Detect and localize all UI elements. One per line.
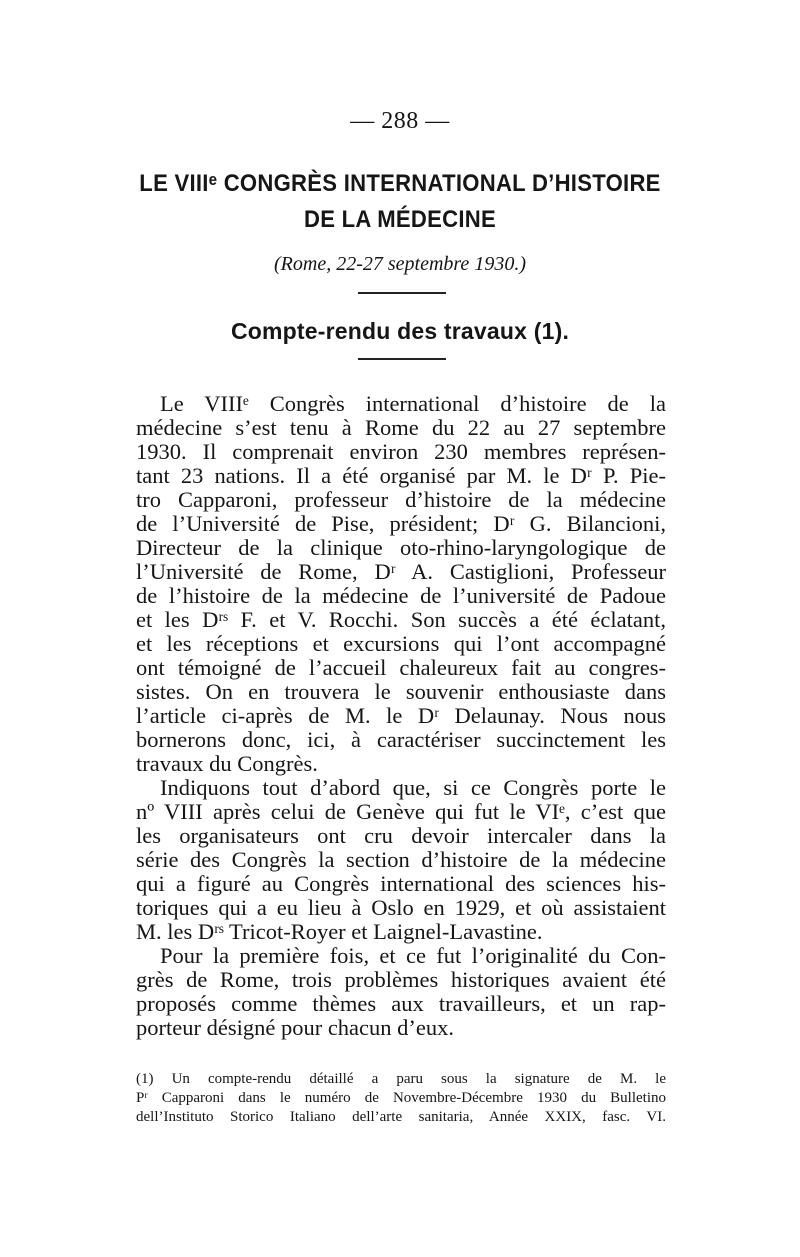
body-line: ont témoigné de l’accueil chaleureux fait au congres- xyxy=(136,655,666,680)
body-line: qui a figuré au Congrès international des sciences his- xyxy=(136,871,666,896)
article-title-line-1: LE VIIIᵉ CONGRÈS INTERNATIONAL D’HISTOIRE xyxy=(139,170,661,197)
body-line: et les Dʳˢ F. et V. Rocchi. Son succès a été éclatant, xyxy=(136,607,666,632)
body-line: les organisateurs ont cru devoir intercaler dans la xyxy=(136,823,666,848)
body-line: Directeur de la clinique oto-rhino-laryngologique de xyxy=(136,535,666,560)
body-line: toriques qui a eu lieu à Oslo en 1929, et où assistaient xyxy=(136,895,666,920)
body-line: travaux du Congrès. xyxy=(136,751,318,776)
body-line: de l’Université de Pise, président; Dʳ G. Bilancioni, xyxy=(136,511,666,536)
footnote-line: (1) Un compte-rendu détaillé a paru sous la signature de M. le xyxy=(136,1071,666,1087)
body-line: l’Université de Rome, Dʳ A. Castiglioni, Professeur xyxy=(136,559,666,584)
body-line: médecine s’est tenu à Rome du 22 au 27 septembre xyxy=(136,415,666,440)
body-line: nº VIII après celui de Genève qui fut le VIᵉ, c’est que xyxy=(136,799,666,824)
body-line: de l’histoire de la médecine de l’université de Padoue xyxy=(136,583,666,608)
footnote-line: Pʳ Capparoni dans le numéro de Novembre-Décembre 1930 du Bulletino xyxy=(136,1090,666,1106)
divider-top xyxy=(358,292,446,294)
body-line: Indiquons tout d’abord que, si ce Congrès porte le xyxy=(160,775,666,800)
body-line: et les réceptions et excursions qui l’ont accompagné xyxy=(136,631,666,656)
body-line: Le VIIIᵉ Congrès international d’histoire de la xyxy=(160,391,666,416)
article-title-line-2: DE LA MÉDECINE xyxy=(304,206,496,233)
body-line: 1930. Il comprenait environ 230 membres représen- xyxy=(136,439,666,464)
body-line: tant 23 nations. Il a été organisé par M. le Dʳ P. Pie- xyxy=(136,463,666,488)
body-line: bornerons donc, ici, à caractériser succinctement les xyxy=(136,727,666,752)
body-line: l’article ci-après de M. le Dʳ Delaunay. Nous nous xyxy=(136,703,666,728)
page-number: — 288 — xyxy=(350,108,450,134)
section-title: Compte-rendu des travaux (1). xyxy=(230,318,570,344)
body-line: proposés comme thèmes aux travailleurs, et un rap- xyxy=(136,991,666,1016)
article-subtitle xyxy=(0,253,800,276)
body-line: porteur désigné pour chacun d’eux. xyxy=(136,1015,455,1040)
body-line: M. les Dʳˢ Tricot-Royer et Laignel-Lavastine. xyxy=(136,919,543,944)
body-line: sistes. On en trouvera le souvenir enthousiaste dans xyxy=(136,679,666,704)
subtitle-text: (Rome, 22-27 septembre 1930.) xyxy=(274,253,526,275)
footnote-line: dell’Instituto Storico Italiano dell’arte sanitaria, Année XXIX, fasc. VI. xyxy=(136,1109,666,1125)
body-line: Pour la première fois, et ce fut l’originalité du Con- xyxy=(160,943,666,968)
body-line: grès de Rome, trois problèmes historiques avaient été xyxy=(136,967,666,992)
body-line: série des Congrès la section d’histoire de la médecine xyxy=(136,847,666,872)
body-line: tro Capparoni, professeur d’histoire de la médecine xyxy=(136,487,666,512)
body-text xyxy=(136,392,666,1040)
divider-bottom xyxy=(358,358,446,360)
footnote xyxy=(136,1070,666,1127)
